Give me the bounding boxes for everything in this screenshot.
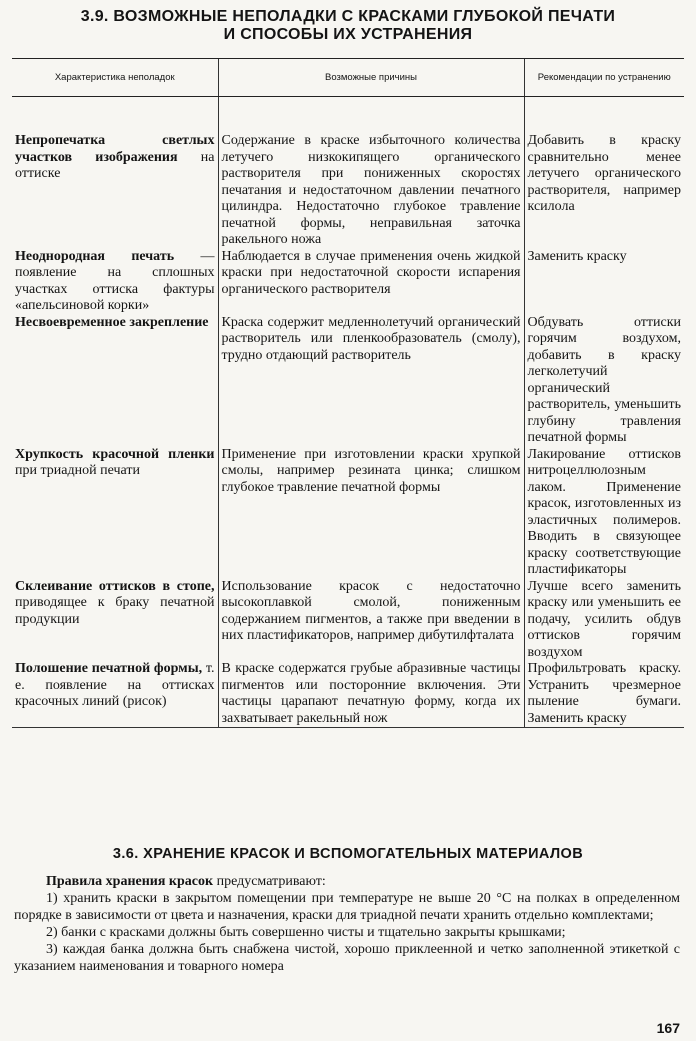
troubleshooting-table [12,58,684,728]
table-title-line-1: 3.9. ВОЗМОЖНЫЕ НЕПОЛАДКИ С КРАСКАМИ ГЛУБОКОЙ ПЕЧАТИ [80,8,616,25]
problem-detail: приводящее к браку печатной продукции [15,595,215,627]
section-intro [14,873,680,890]
list-item: 3) каждая банка должна быть снабжена чистой, хорошо приклеенной и четко заполненной этикеткой с указанием наименования и товарного номера [14,942,680,974]
header-causes: Возможные причины [218,59,524,97]
problem-name: Полошение печатной формы, [15,661,203,676]
cause-cell: Использование красок с недостаточно высокоплавкой смолой, пониженным содержанием пигментов, а также при введении в них пластификаторов, например дибутилфталата [218,579,524,662]
cause-cell: Наблюдается в случае применения очень жидкой краски при недостаточной скорости испарения органического растворителя [218,249,524,315]
remedy-cell: Обдувать оттиски горячим воздухом, добавить в краску легколетучий органический растворитель, уменьшить глубину травления печатной формы [524,315,684,447]
header-remedies: Рекомендации по устранению [524,59,684,97]
table-title [20,8,676,44]
cause-cell: Применение при изготовлении краски хрупкой смолы, например резината цинка; слишком глубокое травление печатной формы [218,447,524,579]
problem-detail: — появление на сплошных участках оттиска фактуры «апельсиновой корки» [15,248,215,313]
cause-cell: В краске содержатся грубые абразивные частицы пигментов или посторонние включения. Эти частицы царапают печатную форму, когда их захватывает ракельный нож [218,661,524,728]
problem-name: Неоднородная печать [15,248,175,264]
problem-name: Несвоевременное закрепление [15,314,209,330]
problem-name: Хрупкость красочной пленки [15,446,215,462]
problem-cell [12,579,218,662]
section-heading: 3.6. ХРАНЕНИЕ КРАСОК И ВСПОМОГАТЕЛЬНЫХ МАТЕРИАЛОВ [112,846,584,862]
table-row [12,315,684,447]
page-number: 167 [656,1020,680,1036]
remedy-cell: Добавить в краску сравнительно менее летучего органического растворителя, например ксилола [524,133,684,249]
problem-cell [12,447,218,579]
problem-cell [12,249,218,315]
remedy-cell: Лучше всего заменить краску или уменьшить ее подачу, усилить обдув оттисков горячим воздухом [524,579,684,662]
header-problem: Характеристика неполадок [12,59,218,97]
section-body [14,873,680,975]
remedy-cell: Лакирование оттисков нитроцеллюлозным лаком. Применение красок, изготовленных из эластичных полимеров. Вводить в связующее краску соответствующие пластификаторы [524,447,684,579]
problem-cell [12,315,218,447]
problem-name: Непропечатка светлых участков изображения [15,133,215,165]
table-row [12,249,684,315]
cause-cell: Содержание в краске избыточного количества летучего низкокипящего органического растворителя при пониженных скоростях печатания и недостаточном давлении печатного цилиндра. Недостаточно глубокое травление печатной формы, неправильная заточка ракельного ножа [218,133,524,249]
table-row [12,661,684,728]
problem-detail: при триадной печати [15,463,140,478]
remedy-cell: Профильтровать краску. Устранить чрезмерное пыление бумаги. Заменить краску [524,661,684,728]
table-header-row [12,59,684,97]
problem-cell [12,661,218,728]
section-intro-rest: предусматривают: [213,874,326,889]
cause-cell: Краска содержит медленнолетучий органический растворитель или пленкообразователь (смолу), трудно отдающий растворитель [218,315,524,447]
problem-detail: на оттиске [15,149,215,181]
list-item: 2) банки с красками должны быть совершенно чисты и тщательно закрыты крышками; [46,925,566,940]
table-row [12,447,684,579]
table-row [12,579,684,662]
table-row [12,133,684,249]
remedy-cell: Заменить краску [524,249,684,315]
problem-cell [12,133,218,249]
table-spacer-row [12,97,684,134]
table-title-line-2: И СПОСОБЫ ИХ УСТРАНЕНИЯ [223,26,473,43]
problem-detail: т. е. появление на оттисках красочных линий (рисок) [15,661,215,709]
section-intro-bold: Правила хранения красок [46,874,214,889]
problem-name: Склеивание оттисков в стопе, [15,578,215,594]
list-item: 1) хранить краски в закрытом помещении при температуре не выше 20 °С на полках в определенном порядке в зависимости от цвета и назначения, краски для триадной печати хранить отдельно комплектами; [14,891,680,923]
